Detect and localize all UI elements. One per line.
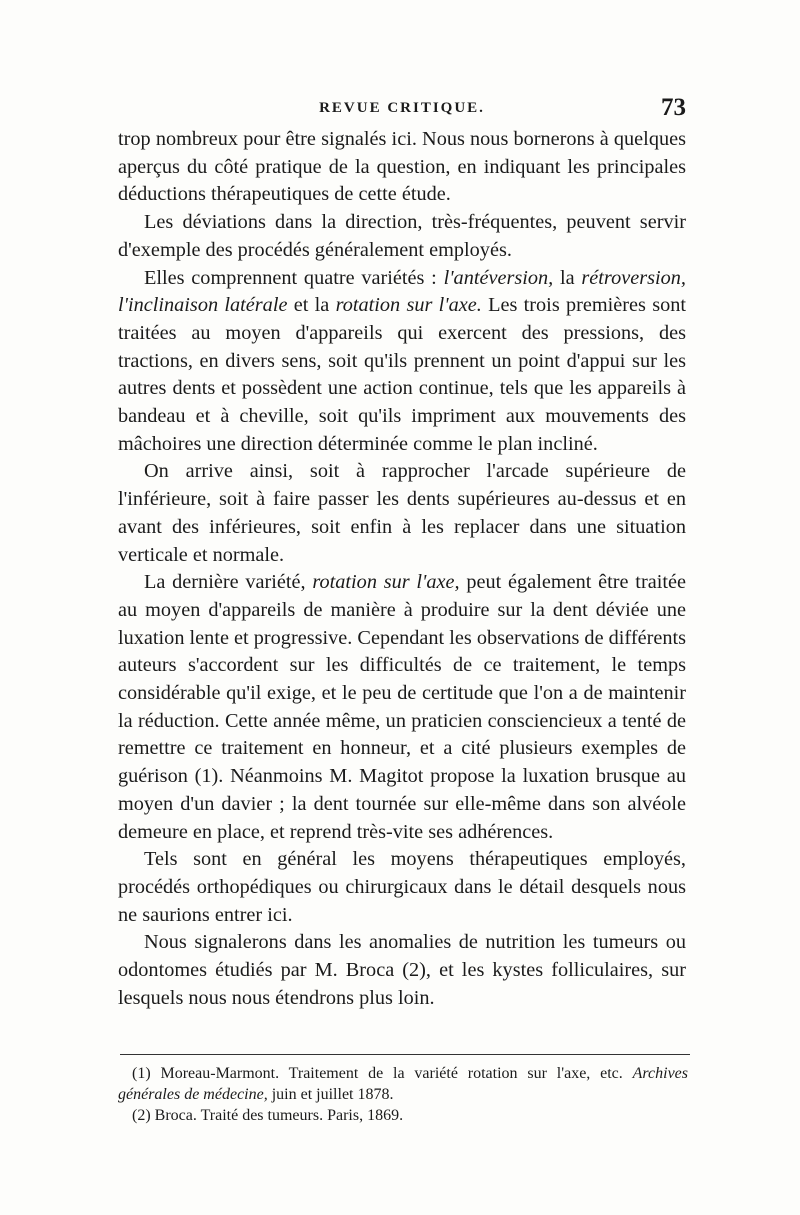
text-run: Elles comprennent quatre variétés : bbox=[144, 266, 444, 289]
paragraph-moyens: Tels sont en général les moyens thérapeutiques employés, procédés orthopédiques ou chirurgicaux dans le détail desquels nous ne saurions entrer ici. bbox=[118, 848, 686, 926]
paragraph-varieties bbox=[118, 265, 686, 459]
text-run: juin et juillet 1878. bbox=[267, 1086, 394, 1103]
paragraph-continuation: trop nombreux pour être signalés ici. Nous nous bornerons à quelques aperçus du côté pratique de la question, en indiquant les principales déductions thérapeutiques de cette étude. bbox=[118, 128, 686, 206]
italic-term-retroversion: rétroversion, bbox=[581, 266, 686, 289]
body-text bbox=[118, 126, 686, 1013]
italic-term-inclinaison: l'inclinaison latérale bbox=[118, 294, 288, 317]
paragraph-derniere-variete bbox=[118, 569, 686, 846]
paragraph-tumeurs: Nous signalerons dans les anomalies de nutrition les tumeurs ou odontomes étudiés par M. Broca (2), et les kystes folliculaires, sur lesquels nous nous étendrons plus loin. bbox=[118, 931, 686, 1009]
text-run: la bbox=[553, 266, 582, 289]
text-run: La dernière variété, bbox=[144, 571, 313, 594]
footnote-1 bbox=[118, 1063, 688, 1105]
footnote-2: (2) Broca. Traité des tumeurs. Paris, 1869. bbox=[132, 1107, 404, 1124]
italic-term-anteversion: l'antéversion, bbox=[443, 266, 554, 289]
page-number: 73 bbox=[661, 94, 686, 121]
footnote-divider bbox=[120, 1054, 690, 1055]
footnotes bbox=[118, 1063, 688, 1126]
text-run: et la bbox=[287, 294, 336, 317]
page-header bbox=[118, 96, 686, 124]
text-run: Les trois premières sont traitées au moyen d'appareils qui exercent des pressions, des tractions, en divers sens, soit qu'ils prennent un point d'appui sur les autres dents et possèdent une action continue, tels que les appareils à bandeau et à cheville, soit qu'ils impriment aux mouvements des mâchoires une direction déterminée comme le plan incliné. bbox=[118, 294, 687, 455]
running-head: REVUE CRITIQUE. bbox=[319, 100, 485, 116]
text-run: peut également être traitée au moyen d'appareils de manière à produire sur la dent déviée une luxation lente et progressive. Cependant les observations de différents auteurs s'accordent sur les difficultés de ce traitement, le temps considérable qu'il exige, et le peu de certitude que l'on a de maintenir la réduction. Cette année même, un praticien consciencieux a tenté de remettre ce traitement en honneur, et a cité plusieurs exemples de guérison (1). Néanmoins M. Magitot propose la luxation brusque au moyen d'un davier ; la dent tournée sur elle-même dans son alvéole demeure en place, et reprend très-vite ses adhérences. bbox=[118, 571, 686, 843]
text-run: (1) Moreau-Marmont. Traitement de la variété rotation sur l'axe, etc. bbox=[132, 1065, 633, 1082]
paragraph-deviations: Les déviations dans la direction, très-fréquentes, peuvent servir d'exemple des procédés généralement employés. bbox=[118, 211, 686, 261]
footnote-journal-title: Archives générales de médecine, bbox=[118, 1065, 688, 1103]
italic-term-rotation-axe: rotation sur l'axe, bbox=[312, 571, 460, 594]
paragraph-arrive: On arrive ainsi, soit à rapprocher l'arcade supérieure de l'inférieure, soit à faire passer les dents supérieures au-dessus et en avant des inférieures, soit enfin à les replacer dans une situation verticale et normale. bbox=[118, 460, 686, 566]
italic-term-rotation: rotation sur l'axe. bbox=[335, 294, 482, 317]
